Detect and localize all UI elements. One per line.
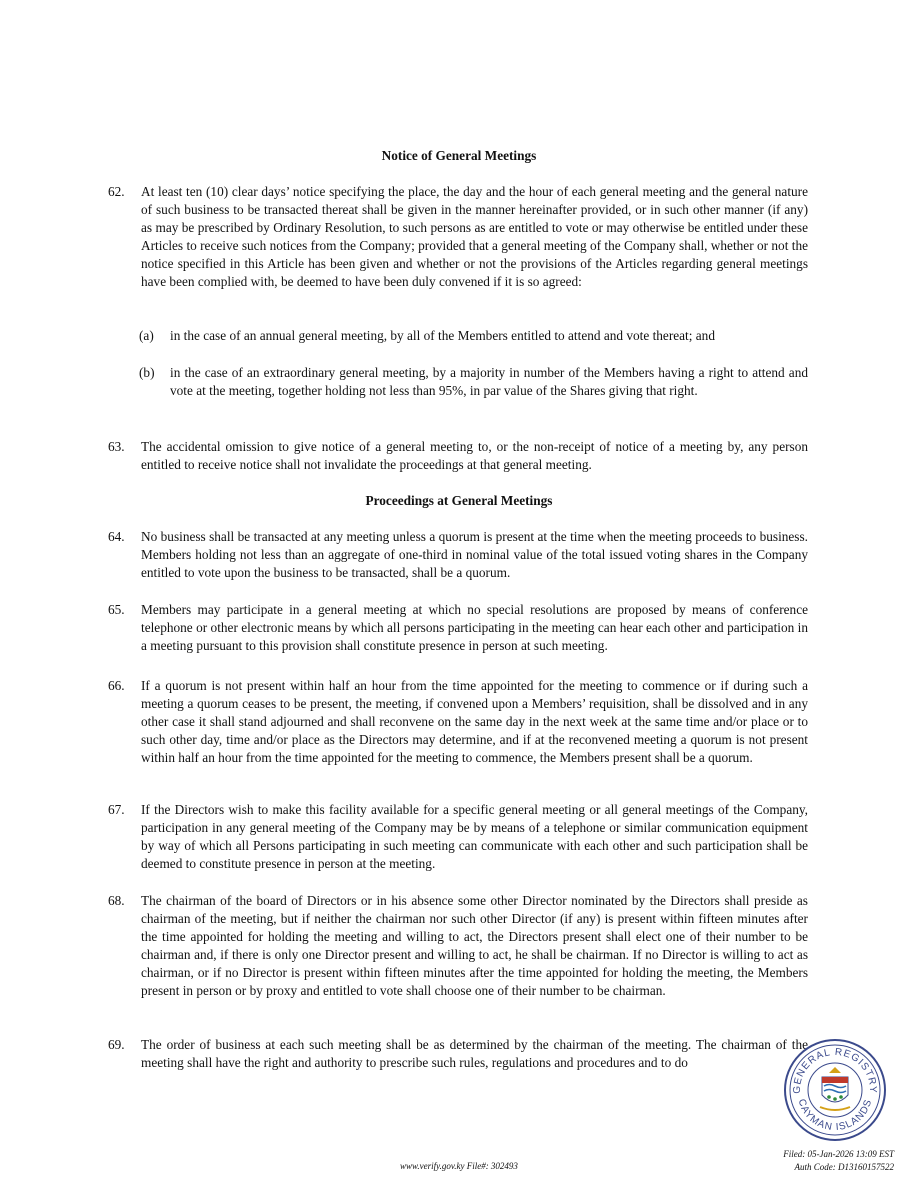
- article-number: 62.: [108, 184, 125, 199]
- article-69: [108, 1036, 808, 1072]
- article-67: [108, 801, 808, 873]
- article-number: 66.: [108, 678, 125, 693]
- article-66: [108, 677, 808, 767]
- subitem-text: in the case of an extraordinary general meeting, by a majority in number of the Members having a right to attend and vote at the meeting, together holding not less than 95%, in par value of the Shares giving that right.: [170, 365, 808, 398]
- subitem-text: in the case of an annual general meeting, by all of the Members entitled to attend and vote thereat; and: [170, 328, 715, 343]
- article-text: At least ten (10) clear days’ notice specifying the place, the day and the hour of each general meeting and the general nature of such business to be transacted thereat shall be given in the manner hereinafter provided, or in such other manner (if any) as may be prescribed by Ordinary Resolution, to such persons as are entitled to vote or may otherwise be entitled under these Articles to receive such notices from the Company; provided that a general meeting of the Company shall, whether or not the notice specified in this Article has been given and whether or not the provisions of the Articles regarding general meetings have been complied with, be deemed to have been duly convened if it is so agreed:: [141, 184, 808, 289]
- footer-auth-code: Auth Code: D13160157522: [794, 1162, 894, 1172]
- article-number: 65.: [108, 602, 125, 617]
- subitem-a: [139, 327, 808, 345]
- article-number: 69.: [108, 1037, 125, 1052]
- heading-proceedings-at-general-meetings: Proceedings at General Meetings: [365, 493, 553, 508]
- footer-filed-date: Filed: 05-Jan-2026 13:09 EST: [783, 1149, 894, 1159]
- subitem-b: [139, 364, 808, 400]
- article-number: 67.: [108, 802, 125, 817]
- heading-notice-of-general-meetings: Notice of General Meetings: [381, 148, 537, 163]
- article-text: Members may participate in a general meeting at which no special resolutions are proposed by means of conference telephone or other electronic means by which all persons participating in the meeting can hear each other and participation in a meeting pursuant to this provision shall constitute presence in person at such meeting.: [141, 602, 808, 653]
- seal-top-text: GENERAL REGISTRY: [791, 1046, 879, 1094]
- article-64: [108, 528, 808, 582]
- footer-file-reference: www.verify.gov.ky File#: 302493: [400, 1161, 518, 1171]
- article-text: No business shall be transacted at any meeting unless a quorum is present at the time when the meeting proceeds to business. Members holding not less than an aggregate of one-third in nominal value of the total issued voting shares in the Company entitled to vote upon the business to be transacted, shall be a quorum.: [141, 529, 808, 580]
- subitem-number: (b): [139, 365, 155, 380]
- article-number: 64.: [108, 529, 125, 544]
- article-number: 63.: [108, 439, 125, 454]
- seal-bottom-text: CAYMAN ISLANDS: [795, 1097, 875, 1134]
- article-text: The order of business at each such meeting shall be as determined by the chairman of the meeting. The chairman of the meeting shall have the right and authority to prescribe such rules, regulations and procedures and to do: [141, 1037, 808, 1070]
- footer-filing-info: [783, 1148, 894, 1174]
- article-65: [108, 601, 808, 655]
- general-registry-seal-icon: [782, 1037, 888, 1143]
- article-text: If a quorum is not present within half an hour from the time appointed for the meeting to commence or if during such a meeting a quorum ceases to be present, the meeting, if convened upon a Members’ requisition, shall be dissolved and in any other case it shall stand adjourned and shall reconvene on the same day in the next week at the same time and/or place or to such other day, time and/or place as the Directors may determine, and if at the reconvened meeting a quorum is not present within half an hour from the time appointed for the meeting to commence, the Members present shall be a quorum.: [141, 678, 808, 765]
- article-text: The accidental omission to give notice of a general meeting to, or the non-receipt of notice of a meeting by, any person entitled to receive notice shall not invalidate the proceedings at that general meeting.: [141, 439, 808, 472]
- article-62: [108, 183, 808, 291]
- article-63: [108, 438, 808, 474]
- article-text: The chairman of the board of Directors or in his absence some other Director nominated by the Directors shall preside as chairman of the meeting, but if neither the chairman nor such other Director (if any) is present within fifteen minutes after the time appointed for holding the meeting and willing to act, the Directors present shall elect one of their number to be chairman and, if there is only one Director present and willing to act, he shall be chairman. If no Director is willing to act as chairman, or if no Director is present within fifteen minutes after the time appointed for holding the meeting, the Members present in person or by proxy and entitled to vote shall choose one of their number to be chairman.: [141, 893, 808, 998]
- article-text: If the Directors wish to make this facility available for a specific general meeting or all general meetings of the Company, participation in any general meeting of the Company may be by means of a telephone or similar communication equipment by way of which all Persons participating in such meeting can communicate with each other and such participation shall be deemed to constitute presence in person at the meeting.: [141, 802, 808, 871]
- subitem-number: (a): [139, 328, 154, 343]
- article-number: 68.: [108, 893, 125, 908]
- article-68: [108, 892, 808, 1000]
